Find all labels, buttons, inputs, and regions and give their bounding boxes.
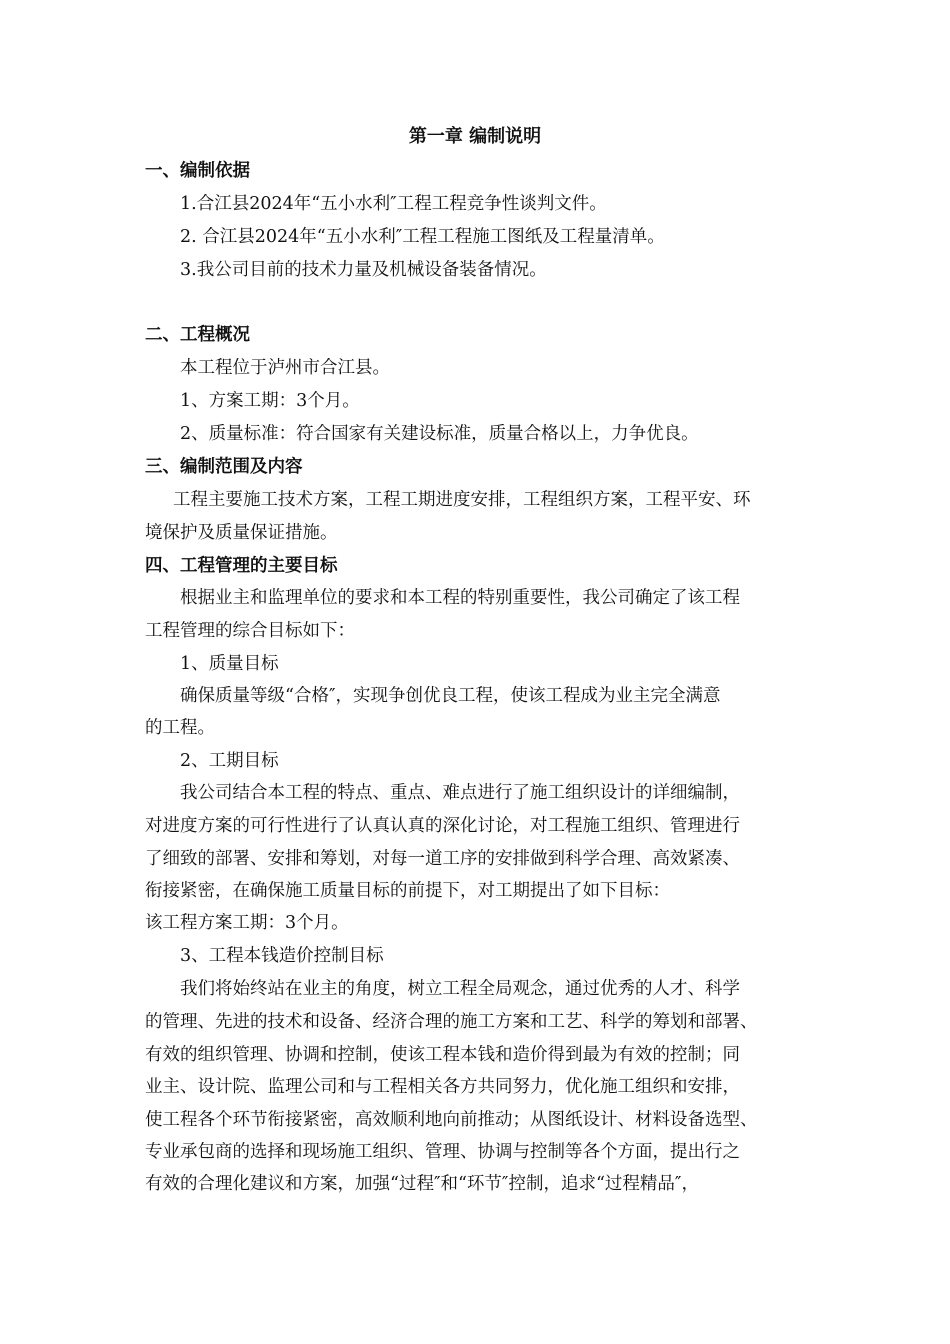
goals-line-15: 有效的组织管理、协调和控制，使该工程本钱和造价得到最为有效的控制；同 (145, 1045, 740, 1065)
goals-line-12: 3、工程本钱造价控制目标 (180, 946, 384, 966)
goals-line-2: 工程管理的综合目标如下： (145, 621, 355, 641)
overview-quality: 2、质量标准：符合国家有关建设标准，质量合格以上，力争优良。 (180, 424, 699, 444)
goals-line-17: 使工程各个环节衔接紧密，高效顺利地向前推动；从图纸设计、材料设备选型、 (145, 1110, 758, 1130)
basis-item-3: 3.我公司目前的技术力量及机械设备装备情况。 (180, 260, 547, 280)
goals-line-6: 2、工期目标 (180, 751, 279, 771)
goals-line-18: 专业承包商的选择和现场施工组织、管理、协调与控制等各个方面，提出行之 (145, 1142, 740, 1162)
goals-line-9: 了细致的部署、安排和筹划，对每一道工序的安排做到科学合理、高效紧凑、 (145, 849, 740, 869)
overview-duration: 1、方案工期：3个月。 (180, 391, 360, 411)
goals-line-19: 有效的合理化建议和方案，加强“过程″和“环节″控制，追求“过程精品″， (145, 1174, 699, 1194)
overview-location: 本工程位于泸州市合江县。 (180, 358, 390, 378)
basis-item-2: 2. 合江县2024年“五小水利″工程工程施工图纸及工程量清单。 (180, 227, 665, 247)
goals-line-3: 1、质量目标 (180, 654, 279, 674)
goals-line-7: 我公司结合本工程的特点、重点、难点进行了施工组织设计的详细编制， (180, 783, 740, 803)
scope-line-2: 境保护及质量保证措施。 (145, 523, 338, 543)
goals-line-16: 业主、设计院、监理公司和与工程相关各方共同努力，优化施工组织和安排， (145, 1077, 740, 1097)
goals-line-1: 根据业主和监理单位的要求和本工程的特别重要性，我公司确定了该工程 (180, 588, 740, 608)
goals-line-11: 该工程方案工期：3个月。 (145, 913, 349, 933)
section-heading-2: 二、工程概况 (145, 325, 250, 345)
section-heading-4: 四、工程管理的主要目标 (145, 556, 338, 576)
basis-item-1: 1.合江县2024年“五小水利″工程工程竞争性谈判文件。 (180, 194, 607, 214)
scope-line-1: 工程主要施工技术方案，工程工期进度安排，工程组织方案，工程平安、环 (173, 490, 751, 510)
chapter-title: 第一章 编制说明 (408, 126, 542, 147)
goals-line-8: 对进度方案的可行性进行了认真认真的深化讨论，对工程施工组织、管理进行 (145, 816, 740, 836)
goals-line-14: 的管理、先进的技术和设备、经济合理的施工方案和工艺、科学的筹划和部署、 (145, 1012, 758, 1032)
section-heading-3: 三、编制范围及内容 (145, 457, 303, 477)
goals-line-13: 我们将始终站在业主的角度，树立工程全局观念，通过优秀的人才、科学 (180, 979, 740, 999)
goals-line-4: 确保质量等级“合格″，实现争创优良工程，使该工程成为业主完全满意 (180, 686, 721, 706)
goals-line-10: 衔接紧密，在确保施工质量目标的前提下，对工期提出了如下目标： (145, 881, 670, 901)
section-heading-1: 一、编制依据 (145, 161, 250, 181)
goals-line-5: 的工程。 (145, 718, 215, 738)
